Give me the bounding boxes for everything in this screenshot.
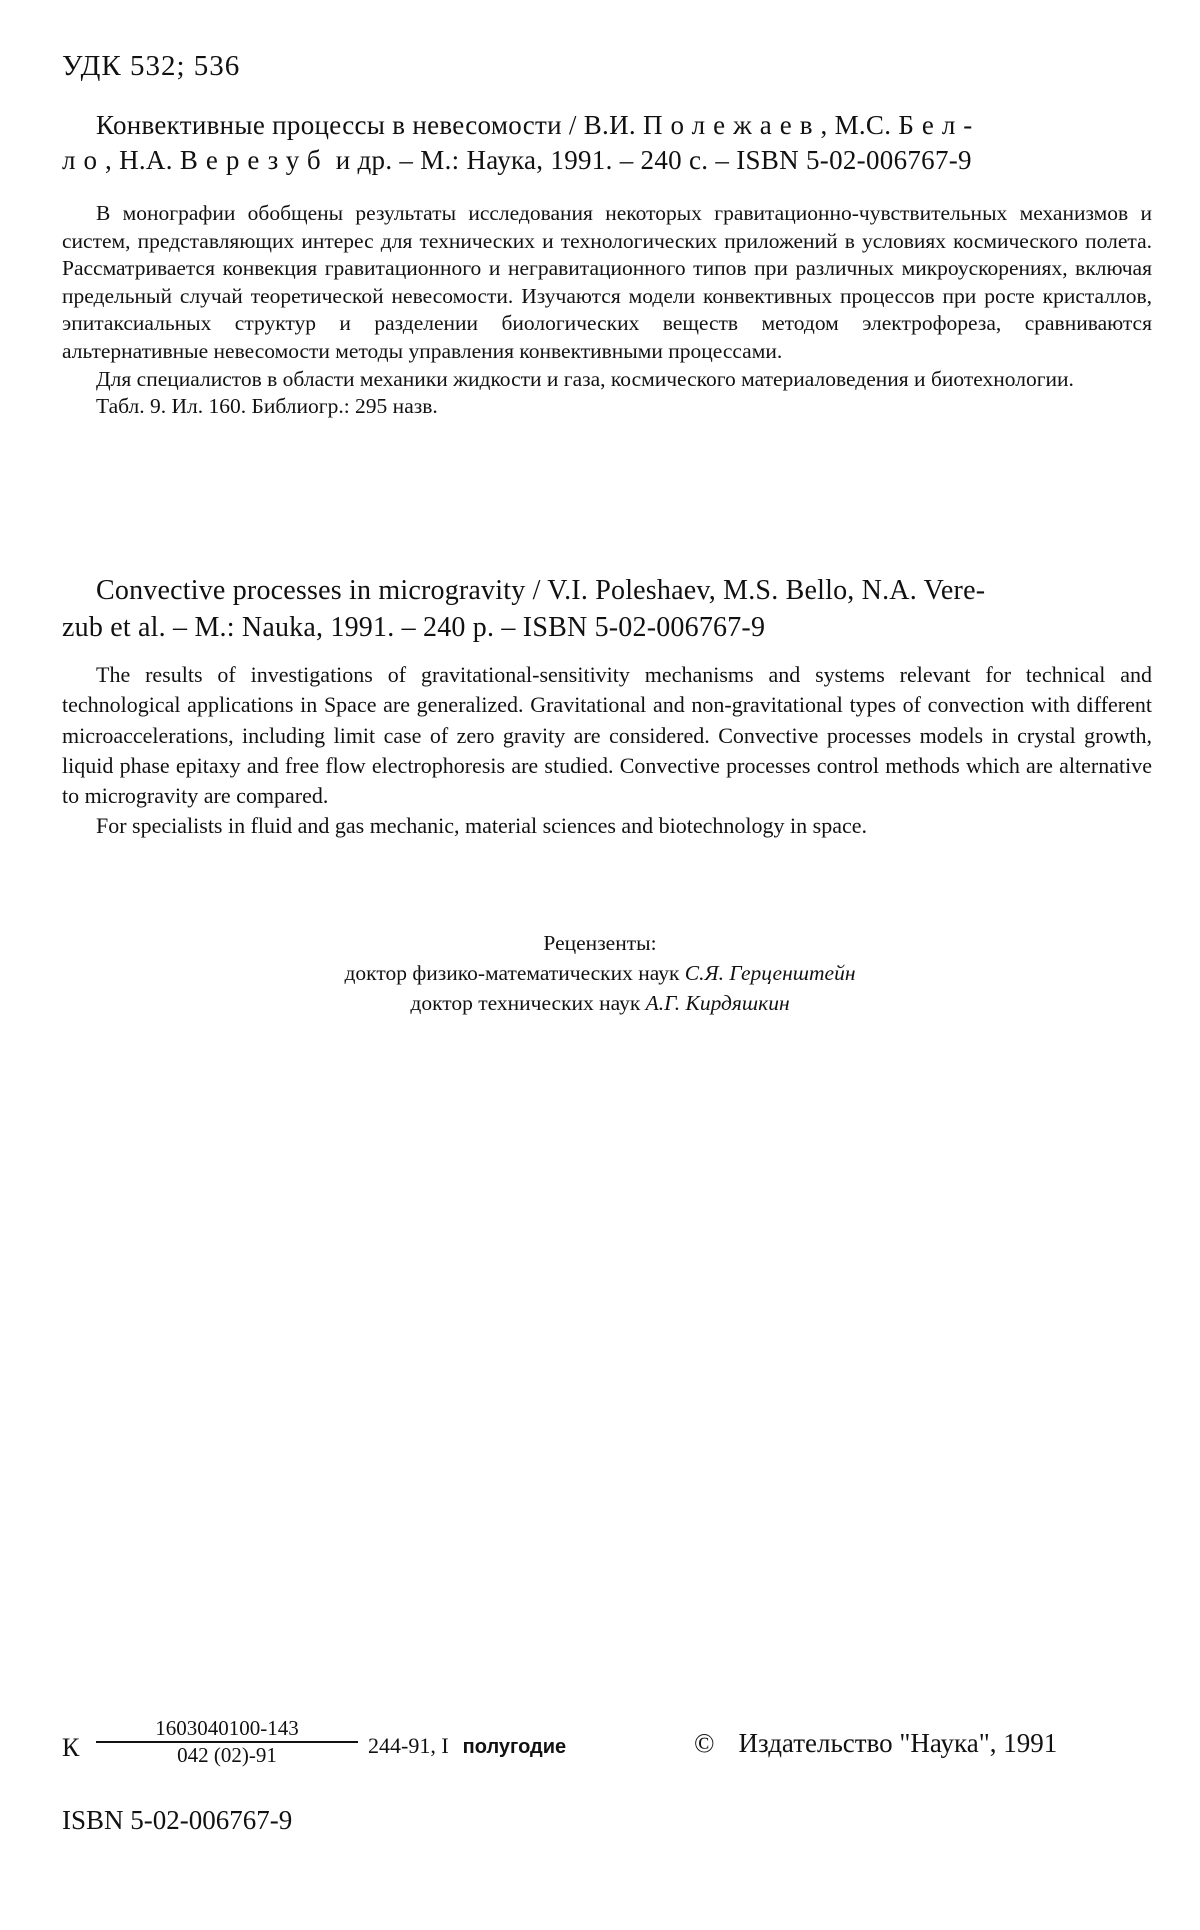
ru-author-spaced: Полежаев (642, 110, 821, 140)
ru-author-spaced: ло (62, 145, 105, 175)
en-title-line: zub et al. – M.: Nauka, 1991. – 240 p. – ISBN 5-02-006767-9 (62, 612, 766, 643)
english-abstract (62, 660, 1152, 842)
copyright-icon: © (694, 1728, 715, 1758)
reviewer-line (0, 958, 1200, 988)
catalog-index (62, 1716, 582, 1776)
en-abstract-paragraph: The results of investigations of gravitational-sensitivity mechanisms and systems relevant for technical and technological applications in Space are generalized. Gravitational and non-gravitational types of convection with different microaccelerations, including limit case of zero gravity are considered. Convective processes models in crystal growth, liquid phase epitaxy and free flow electrophoresis are studied. Convective processes control methods which are alternative to microgravity are compared. (62, 662, 1152, 809)
reviewer-degree: доктор технических наук (410, 991, 646, 1015)
en-audience-paragraph: For specialists in fluid and gas mechanic, material sciences and biotechnology in space. (96, 813, 867, 839)
ru-title-part: и др. – М.: Наука, 1991. – 240 с. – ISBN 5-02-006767-9 (328, 145, 972, 175)
catalog-fraction (96, 1716, 358, 1767)
reviewer-name: А.Г. Кирдяшкин (645, 991, 790, 1015)
ru-title-part: , Н.А. (104, 145, 180, 175)
udk-code: УДК 532; 536 (62, 50, 241, 82)
copyright-text: Издательство "Наука", 1991 (738, 1728, 1058, 1758)
catalog-half-year: полугодие (462, 1736, 567, 1758)
catalog-letter: К (62, 1733, 80, 1762)
copyright-notice (694, 1728, 1057, 1759)
ru-author-spaced: Верезуб (179, 145, 329, 175)
ru-stats-paragraph: Табл. 9. Ил. 160. Библиогр.: 295 назв. (96, 394, 438, 419)
reviewer-degree: доктор физико-математических наук (344, 961, 685, 985)
reviewers-heading: Рецензенты: (543, 931, 657, 955)
reviewer-name: С.Я. Герценштейн (684, 961, 856, 985)
isbn-number: ISBN 5-02-006767-9 (62, 1805, 293, 1835)
catalog-number: 244-91, I (368, 1733, 449, 1758)
russian-bibliographic-entry (62, 108, 1152, 178)
ru-title-part: Конвективные процессы в невесомости / В.И. (96, 110, 643, 140)
ru-author-spaced: Бел- (898, 110, 981, 140)
russian-abstract (62, 200, 1152, 421)
ru-audience-paragraph: Для специалистов в области механики жидкости и газа, космического материаловедения и биотехнологии. (96, 366, 1074, 391)
catalog-denominator: 042 (02)-91 (177, 1743, 277, 1767)
ru-title-part: , М.С. (820, 110, 899, 140)
catalog-suffix (368, 1733, 566, 1759)
ru-abstract-paragraph: В монографии обобщены результаты исследования некоторых гравитационно-чувствительных механизмов и систем, представляющих интерес для технических и технологических приложений в условиях космического полета. Рассматривается конвекция гравитационного и негравитационного типов при различных микроускорениях, включая предельный случай теоретической невесомости. Изучаются модели конвективных процессов при росте кристаллов, эпитаксиальных структур и разделении биологических веществ методом электрофореза, сравниваются альтернативные невесомости методы управления конвективными процессами. (62, 201, 1152, 363)
english-bibliographic-entry (62, 572, 1152, 646)
reviewer-line (0, 988, 1200, 1018)
catalog-numerator: 1603040100-143 (96, 1716, 358, 1743)
en-title-line: Convective processes in microgravity / V.I. Poleshaev, M.S. Bello, N.A. Vere- (96, 575, 986, 606)
reviewers-block (0, 928, 1200, 1018)
